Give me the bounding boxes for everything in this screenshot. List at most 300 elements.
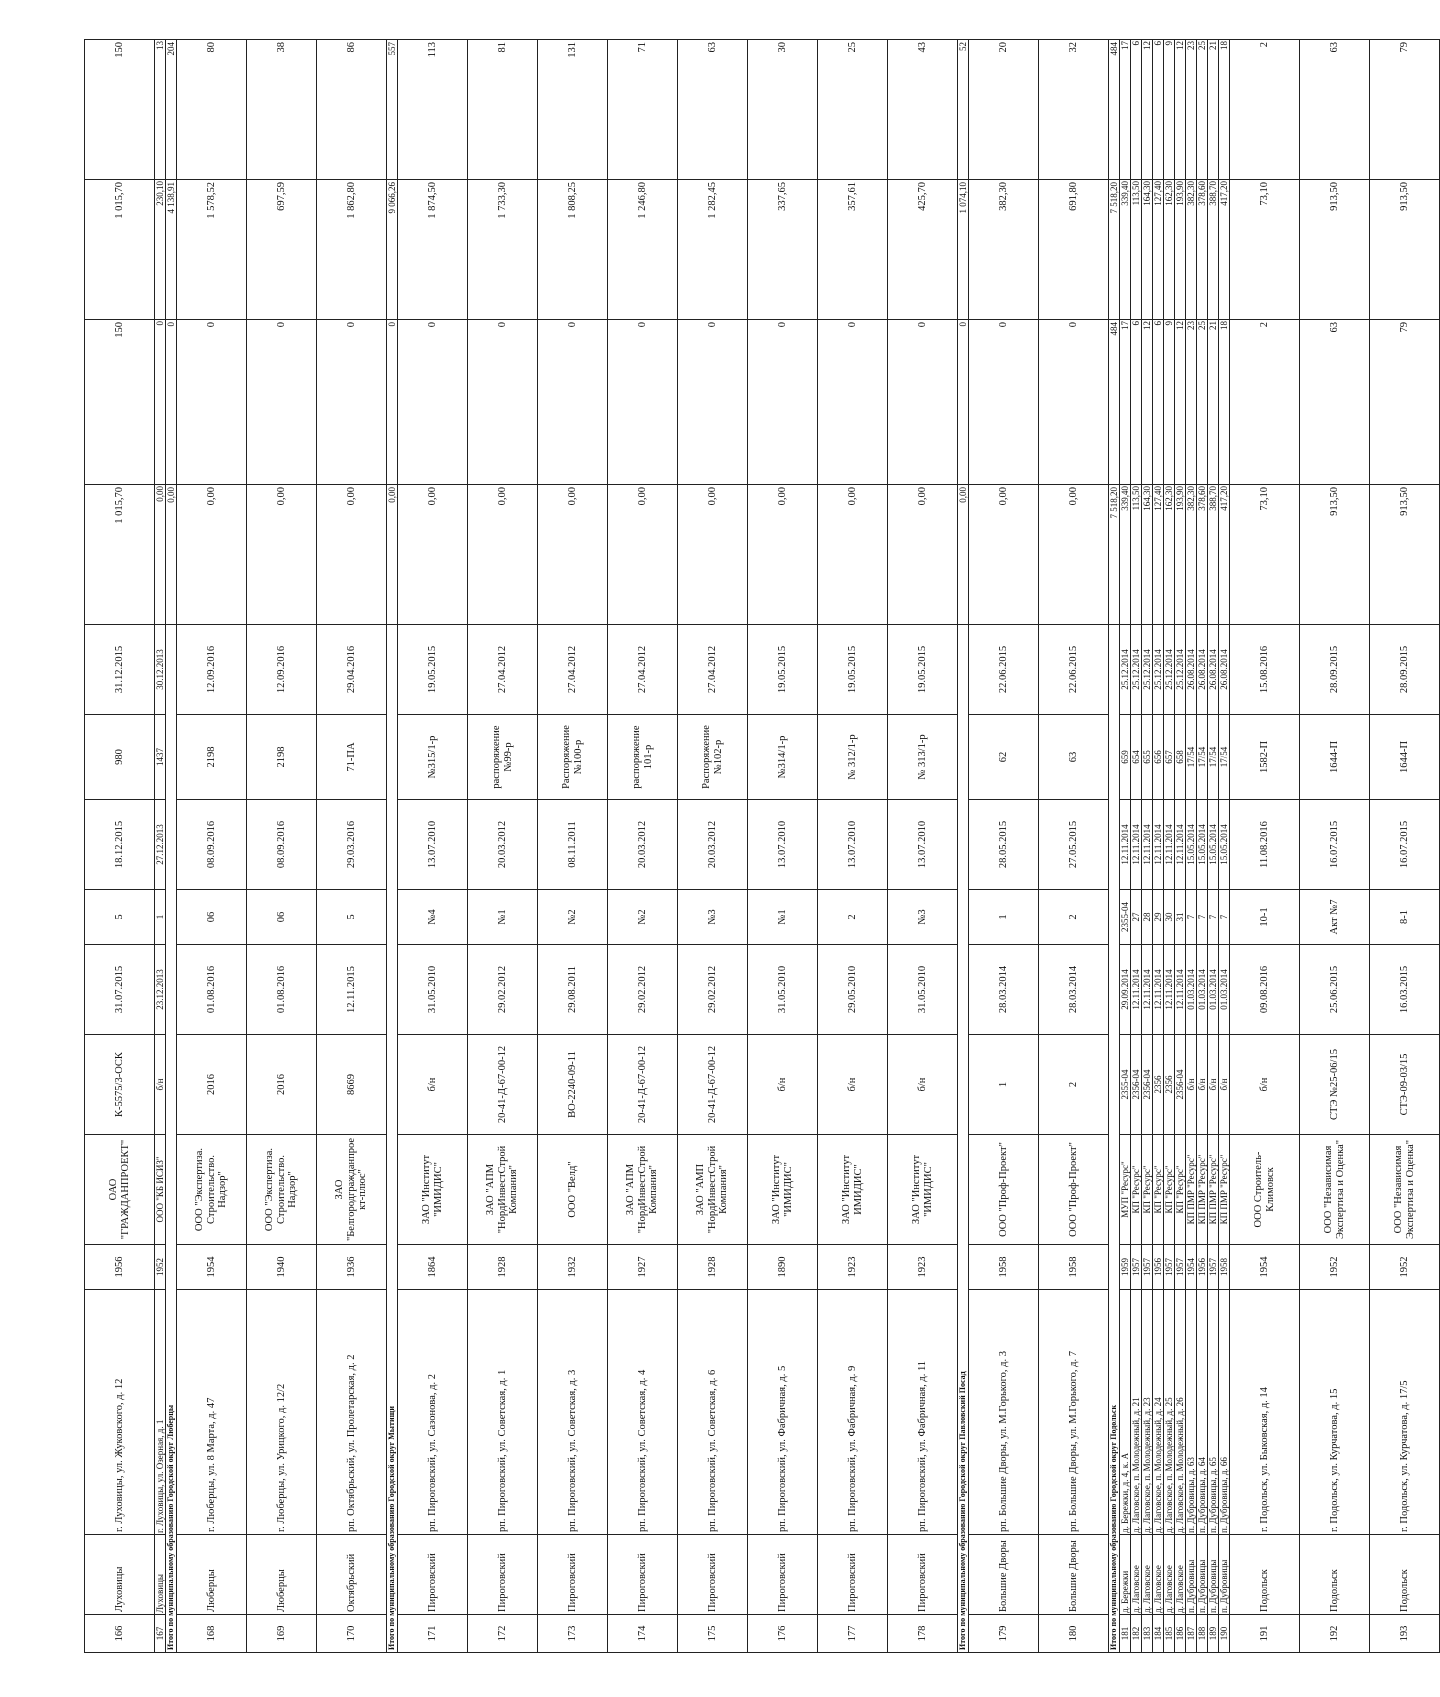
cell-settlement: Пироговский (678, 1535, 748, 1615)
table-row (608, 40, 678, 1653)
table-row (247, 40, 317, 1653)
cell-resolution-date: 12.09.2016 (247, 625, 317, 715)
cell-conclusion-number: 20-41-Д-67-00-12 (608, 1035, 678, 1135)
cell-resolution-number: № 313/1-р (888, 715, 958, 800)
cell-act-date: 13.07.2010 (748, 800, 818, 890)
cell-conclusion-number: СТЭ-09-03/15 (1370, 1035, 1440, 1135)
cell-expert-organization: ООО "Экспертиза. Строительство. Надзор" (247, 1135, 317, 1245)
cell-total-residents: 9 (1164, 40, 1175, 180)
cell-total-residents: 25 (1197, 40, 1208, 180)
subtotal-relocation-residents: 484 (1109, 320, 1120, 485)
cell-resolution-number: 62 (969, 715, 1039, 800)
cell-expert-organization: КП ПМР "Ресурс" (1186, 1135, 1197, 1245)
cell-row-number: 192 (1300, 1615, 1370, 1653)
cell-total-residents: 38 (247, 40, 317, 180)
cell-resolution-date: 27.04.2012 (468, 625, 538, 715)
cell-relocation-area: 1 015,70 (85, 485, 155, 625)
table-row (1131, 40, 1142, 1653)
cell-act-date: 12.11.2014 (1131, 800, 1142, 890)
cell-total-area: 913,50 (1300, 180, 1370, 320)
cell-relocation-area: 0,00 (888, 485, 958, 625)
cell-resolution-date: 19.05.2015 (398, 625, 468, 715)
cell-total-residents: 6 (1131, 40, 1142, 180)
cell-conclusion-number: 2356-04 (1175, 1035, 1186, 1135)
cell-conclusion-number: б/н (1186, 1035, 1197, 1135)
cell-relocation-area: 73,10 (1230, 485, 1300, 625)
table-row (177, 40, 247, 1653)
cell-resolution-number: 1582-П (1230, 715, 1300, 800)
cell-relocation-area: 0,00 (1039, 485, 1109, 625)
cell-settlement: Подольск (1230, 1535, 1300, 1615)
cell-relocation-area: 113,50 (1131, 485, 1142, 625)
cell-conclusion-number: б/н (748, 1035, 818, 1135)
cell-settlement: Пироговский (818, 1535, 888, 1615)
cell-total-area: 697,59 (247, 180, 317, 320)
cell-relocation-residents: 0 (969, 320, 1039, 485)
cell-resolution-date: 25.12.2014 (1142, 625, 1153, 715)
cell-act-date: 12.11.2014 (1175, 800, 1186, 890)
cell-row-number: 166 (85, 1615, 155, 1653)
cell-act-number: №2 (608, 890, 678, 945)
cell-act-date: 13.07.2010 (888, 800, 958, 890)
subtotal-label: Итого по муниципальному образованию Городской округ Люберцы (166, 625, 177, 1653)
cell-year-built: 1936 (317, 1245, 387, 1290)
cell-conclusion-number: б/н (1230, 1035, 1300, 1135)
cell-row-number: 169 (247, 1615, 317, 1653)
cell-resolution-number: Распоряжение №102-р (678, 715, 748, 800)
cell-total-area: 378,60 (1197, 180, 1208, 320)
cell-conclusion-date: 01.03.2014 (1208, 945, 1219, 1035)
cell-act-date: 16.07.2015 (1370, 800, 1440, 890)
cell-total-residents: 86 (317, 40, 387, 180)
cell-resolution-date: 27.04.2012 (608, 625, 678, 715)
cell-total-residents: 17 (1120, 40, 1131, 180)
cell-relocation-area: 0,00 (468, 485, 538, 625)
cell-resolution-number: 17/54 (1197, 715, 1208, 800)
cell-total-area: 162,30 (1164, 180, 1175, 320)
table-row (317, 40, 387, 1653)
cell-act-number: №1 (748, 890, 818, 945)
cell-relocation-area: 0,00 (678, 485, 748, 625)
cell-resolution-date: 26.08.2014 (1197, 625, 1208, 715)
cell-settlement: д. Лаговское (1175, 1535, 1186, 1615)
cell-total-area: 1 874,50 (398, 180, 468, 320)
cell-conclusion-number: б/н (1219, 1035, 1230, 1135)
cell-total-residents: 63 (1300, 40, 1370, 180)
cell-conclusion-number: 2016 (247, 1035, 317, 1135)
cell-resolution-number: 2198 (177, 715, 247, 800)
cell-act-number: 06 (247, 890, 317, 945)
cell-conclusion-date: 01.08.2016 (177, 945, 247, 1035)
cell-relocation-area: 378,60 (1197, 485, 1208, 625)
cell-total-area: 1 282,45 (678, 180, 748, 320)
cell-relocation-residents: 63 (1300, 320, 1370, 485)
cell-relocation-area: 913,50 (1370, 485, 1440, 625)
cell-relocation-residents: 0 (177, 320, 247, 485)
subtotal-relocation-residents: 0 (958, 320, 969, 485)
cell-conclusion-number: 2 (1039, 1035, 1109, 1135)
cell-conclusion-date: 29.09.2014 (1120, 945, 1131, 1035)
cell-row-number: 184 (1153, 1615, 1164, 1653)
cell-resolution-date: 31.12.2015 (85, 625, 155, 715)
cell-conclusion-date: 16.03.2015 (1370, 945, 1440, 1035)
cell-resolution-date: 15.08.2016 (1230, 625, 1300, 715)
cell-settlement: д. Лаговское (1164, 1535, 1175, 1615)
cell-settlement: Пироговский (538, 1535, 608, 1615)
cell-expert-organization: ООО "Независимая Экспертиза и Оценка" (1370, 1135, 1440, 1245)
cell-total-area: 691,80 (1039, 180, 1109, 320)
cell-total-residents: 6 (1153, 40, 1164, 180)
cell-row-number: 190 (1219, 1615, 1230, 1653)
cell-year-built: 1928 (468, 1245, 538, 1290)
cell-settlement: Подольск (1300, 1535, 1370, 1615)
cell-conclusion-number: 2355-04 (1120, 1035, 1131, 1135)
cell-relocation-area: 0,00 (177, 485, 247, 625)
cell-year-built: 1958 (1039, 1245, 1109, 1290)
cell-total-residents: 12 (1142, 40, 1153, 180)
cell-total-residents: 2 (1230, 40, 1300, 180)
cell-relocation-residents: 0 (818, 320, 888, 485)
cell-act-date: 12.11.2014 (1120, 800, 1131, 890)
cell-address: г. Подольск, ул. Быковская, д. 14 (1230, 1290, 1300, 1535)
cell-relocation-residents: 0 (155, 320, 166, 485)
cell-conclusion-date: 25.06.2015 (1300, 945, 1370, 1035)
cell-conclusion-date: 29.08.2011 (538, 945, 608, 1035)
cell-relocation-residents: 2 (1230, 320, 1300, 485)
cell-relocation-residents: 17 (1120, 320, 1131, 485)
cell-total-area: 417,20 (1219, 180, 1230, 320)
subtotal-total-residents: 557 (387, 40, 398, 180)
cell-row-number: 177 (818, 1615, 888, 1653)
cell-resolution-date: 27.04.2012 (538, 625, 608, 715)
cell-relocation-area: 382,30 (1186, 485, 1197, 625)
cell-address: п. Дубровицы, д. 63 (1186, 1290, 1197, 1535)
cell-year-built: 1940 (247, 1245, 317, 1290)
cell-act-number: 7 (1208, 890, 1219, 945)
cell-expert-organization: КП "Ресурс" (1142, 1135, 1153, 1245)
cell-act-date: 11.08.2016 (1230, 800, 1300, 890)
subtotal-label: Итого по муниципальному образованию Городской округ Подольск (1109, 625, 1120, 1653)
cell-expert-organization: ЗАО "Белгородгражданпроект-плюс" (317, 1135, 387, 1245)
cell-year-built: 1956 (85, 1245, 155, 1290)
cell-address: д. Лаговское, п. Молодежный, д. 23 (1142, 1290, 1153, 1535)
cell-act-number: 5 (317, 890, 387, 945)
subtotal-total-residents: 204 (166, 40, 177, 180)
cell-address: рп. Пироговский, ул. Фабричная, д. 5 (748, 1290, 818, 1535)
cell-act-number: 31 (1175, 890, 1186, 945)
cell-relocation-residents: 6 (1131, 320, 1142, 485)
cell-total-residents: 43 (888, 40, 958, 180)
cell-act-number: Акт №7 (1300, 890, 1370, 945)
cell-address: рп. Пироговский, ул. Фабричная, д. 11 (888, 1290, 958, 1535)
subtotal-relocation-area: 0,00 (387, 485, 398, 625)
cell-conclusion-date: 12.11.2014 (1164, 945, 1175, 1035)
cell-year-built: 1923 (888, 1245, 958, 1290)
cell-settlement: Пироговский (468, 1535, 538, 1615)
cell-year-built: 1957 (1131, 1245, 1142, 1290)
cell-act-number: 2 (818, 890, 888, 945)
cell-row-number: 167 (155, 1615, 166, 1653)
cell-conclusion-number: б/н (818, 1035, 888, 1135)
cell-total-area: 1 246,80 (608, 180, 678, 320)
cell-conclusion-number: 2016 (177, 1035, 247, 1135)
cell-act-date: 13.07.2010 (398, 800, 468, 890)
cell-expert-organization: КП ПМР "Ресурс" (1219, 1135, 1230, 1245)
cell-total-area: 1 808,25 (538, 180, 608, 320)
cell-conclusion-number: б/н (398, 1035, 468, 1135)
cell-relocation-area: 193,90 (1175, 485, 1186, 625)
cell-resolution-date: 25.12.2014 (1131, 625, 1142, 715)
cell-conclusion-date: 31.05.2010 (888, 945, 958, 1035)
cell-conclusion-number: б/н (1208, 1035, 1219, 1135)
cell-act-number: 5 (85, 890, 155, 945)
subtotal-relocation-area: 0,00 (166, 485, 177, 625)
cell-act-number: 06 (177, 890, 247, 945)
cell-resolution-date: 26.08.2014 (1219, 625, 1230, 715)
subtotal-row (958, 40, 969, 1653)
cell-year-built: 1957 (1164, 1245, 1175, 1290)
cell-address: рп. Пироговский, ул. Советская, д. 3 (538, 1290, 608, 1535)
cell-total-area: 127,40 (1153, 180, 1164, 320)
cell-total-residents: 20 (969, 40, 1039, 180)
cell-relocation-residents: 18 (1219, 320, 1230, 485)
cell-total-area: 73,10 (1230, 180, 1300, 320)
cell-conclusion-number: 1 (969, 1035, 1039, 1135)
cell-expert-organization: ЗАО "АПМ "НордИнвестСтрой Компания" (608, 1135, 678, 1245)
cell-conclusion-date: 28.03.2014 (1039, 945, 1109, 1035)
table-row (888, 40, 958, 1653)
cell-expert-organization: КП "Ресурс" (1175, 1135, 1186, 1245)
cell-address: рп. Октябрьский, ул. Пролетарская, д. 2 (317, 1290, 387, 1535)
cell-act-number: 7 (1219, 890, 1230, 945)
cell-expert-organization: МУП "Ресурс" (1120, 1135, 1131, 1245)
cell-year-built: 1956 (1197, 1245, 1208, 1290)
cell-resolution-number: 71-ПА (317, 715, 387, 800)
subtotal-label: Итого по муниципальному образованию Городской округ Мытищи (387, 625, 398, 1653)
cell-total-residents: 30 (748, 40, 818, 180)
cell-act-date: 15.05.2014 (1208, 800, 1219, 890)
cell-total-residents: 25 (818, 40, 888, 180)
cell-expert-organization: ООО "Независимая Экспертиза и Оценка" (1300, 1135, 1370, 1245)
subtotal-label: Итого по муниципальному образованию Городской округ Павловский Посад (958, 625, 969, 1653)
table-row (1219, 40, 1230, 1653)
cell-resolution-date: 29.04.2016 (317, 625, 387, 715)
housing-table (84, 39, 1440, 1653)
cell-resolution-date: 25.12.2014 (1153, 625, 1164, 715)
cell-relocation-area: 0,00 (317, 485, 387, 625)
cell-total-area: 230,10 (155, 180, 166, 320)
cell-settlement: Октябрьский (317, 1535, 387, 1615)
cell-row-number: 189 (1208, 1615, 1219, 1653)
subtotal-row (387, 40, 398, 1653)
subtotal-total-area: 9 066,26 (387, 180, 398, 320)
cell-address: д. Лаговское, п. Молодежный, д. 21 (1131, 1290, 1142, 1535)
cell-total-residents: 63 (678, 40, 748, 180)
cell-address: д. Лаговское, п. Молодежный, д. 26 (1175, 1290, 1186, 1535)
cell-relocation-residents: 0 (608, 320, 678, 485)
cell-year-built: 1956 (1153, 1245, 1164, 1290)
table-row (85, 40, 155, 1653)
cell-row-number: 173 (538, 1615, 608, 1653)
table-row (1208, 40, 1219, 1653)
cell-resolution-number: 659 (1120, 715, 1131, 800)
table-row (748, 40, 818, 1653)
cell-conclusion-date: 12.11.2015 (317, 945, 387, 1035)
cell-resolution-date: 12.09.2016 (177, 625, 247, 715)
cell-act-number: №3 (678, 890, 748, 945)
cell-total-residents: 81 (468, 40, 538, 180)
cell-conclusion-date: 29.02.2012 (468, 945, 538, 1035)
cell-resolution-number: 1437 (155, 715, 166, 800)
cell-expert-organization: КП "Ресурс" (1131, 1135, 1142, 1245)
table-row (1300, 40, 1370, 1653)
cell-conclusion-date: 12.11.2014 (1175, 945, 1186, 1035)
cell-row-number: 179 (969, 1615, 1039, 1653)
cell-settlement: п. Дубровицы (1197, 1535, 1208, 1615)
cell-row-number: 170 (317, 1615, 387, 1653)
subtotal-row (166, 40, 177, 1653)
cell-expert-organization: КП ПМР "Ресурс" (1208, 1135, 1219, 1245)
cell-address: г. Люберцы, ул. 8 Марта, д. 47 (177, 1290, 247, 1535)
table-row (1039, 40, 1109, 1653)
cell-settlement: д. Бережки (1120, 1535, 1131, 1615)
cell-relocation-residents: 21 (1208, 320, 1219, 485)
cell-conclusion-date: 29.02.2012 (608, 945, 678, 1035)
cell-conclusion-date: 12.11.2014 (1131, 945, 1142, 1035)
cell-expert-organization: ЗАО "АМП "НордИнвестСтрой Компания" (678, 1135, 748, 1245)
cell-year-built: 1952 (155, 1245, 166, 1290)
cell-act-number: 1 (969, 890, 1039, 945)
cell-conclusion-number: СТЭ №25-06/15 (1300, 1035, 1370, 1135)
cell-year-built: 1959 (1120, 1245, 1131, 1290)
cell-resolution-date: 25.12.2014 (1120, 625, 1131, 715)
cell-total-residents: 23 (1186, 40, 1197, 180)
cell-relocation-area: 0,00 (969, 485, 1039, 625)
cell-conclusion-number: 20-41-Д-67-00-12 (678, 1035, 748, 1135)
cell-address: г. Луховицы, ул. Жуковского, д. 12 (85, 1290, 155, 1535)
cell-act-date: 16.07.2015 (1300, 800, 1370, 890)
cell-conclusion-date: 29.05.2010 (818, 945, 888, 1035)
cell-year-built: 1932 (538, 1245, 608, 1290)
cell-relocation-area: 913,50 (1300, 485, 1370, 625)
cell-conclusion-number: б/н (888, 1035, 958, 1135)
cell-settlement: д. Лаговское (1142, 1535, 1153, 1615)
cell-act-date: 15.05.2014 (1186, 800, 1197, 890)
cell-resolution-number: 656 (1153, 715, 1164, 800)
cell-year-built: 1957 (1175, 1245, 1186, 1290)
cell-resolution-number: 655 (1142, 715, 1153, 800)
cell-row-number: 180 (1039, 1615, 1109, 1653)
subtotal-total-area: 4 138,91 (166, 180, 177, 320)
cell-total-area: 1 862,80 (317, 180, 387, 320)
cell-act-date: 28.05.2015 (969, 800, 1039, 890)
cell-address: д. Лаговское, п. Молодежный, д. 25 (1164, 1290, 1175, 1535)
cell-year-built: 1928 (678, 1245, 748, 1290)
cell-resolution-number: 1644-П (1370, 715, 1440, 800)
table-row (538, 40, 608, 1653)
cell-expert-organization: ООО "КБ ИСИЗ" (155, 1135, 166, 1245)
table-row (1164, 40, 1175, 1653)
cell-act-number: 7 (1186, 890, 1197, 945)
cell-act-date: 08.11.2011 (538, 800, 608, 890)
cell-resolution-date: 25.12.2014 (1164, 625, 1175, 715)
cell-address: г. Подольск, ул. Курчатова, д. 15 (1300, 1290, 1370, 1535)
cell-conclusion-date: 01.03.2014 (1197, 945, 1208, 1035)
cell-act-date: 15.05.2014 (1219, 800, 1230, 890)
cell-year-built: 1958 (969, 1245, 1039, 1290)
cell-resolution-number: 17/54 (1208, 715, 1219, 800)
table-row (1186, 40, 1197, 1653)
cell-conclusion-number: 2356 (1153, 1035, 1164, 1135)
cell-conclusion-date: 29.02.2012 (678, 945, 748, 1035)
subtotal-total-residents: 484 (1109, 40, 1120, 180)
cell-act-date: 12.11.2014 (1153, 800, 1164, 890)
subtotal-relocation-residents: 0 (387, 320, 398, 485)
cell-resolution-number: распоряжение 101-р (608, 715, 678, 800)
cell-act-number: 29 (1153, 890, 1164, 945)
cell-resolution-date: 27.04.2012 (678, 625, 748, 715)
cell-total-area: 425,70 (888, 180, 958, 320)
cell-year-built: 1957 (1142, 1245, 1153, 1290)
cell-conclusion-date: 31.07.2015 (85, 945, 155, 1035)
cell-act-date: 20.03.2012 (608, 800, 678, 890)
cell-total-residents: 131 (538, 40, 608, 180)
cell-act-number: 7 (1197, 890, 1208, 945)
cell-act-number: №3 (888, 890, 958, 945)
cell-total-area: 382,30 (969, 180, 1039, 320)
cell-conclusion-date: 31.05.2010 (398, 945, 468, 1035)
cell-total-area: 113,50 (1131, 180, 1142, 320)
cell-relocation-residents: 0 (247, 320, 317, 485)
cell-total-area: 913,50 (1370, 180, 1440, 320)
cell-resolution-date: 22.06.2015 (1039, 625, 1109, 715)
cell-act-date: 15.05.2014 (1197, 800, 1208, 890)
cell-address: г. Люберцы, ул. Урицкого, д. 12/2 (247, 1290, 317, 1535)
cell-resolution-number: № 312/1-р (818, 715, 888, 800)
table-row (1370, 40, 1440, 1653)
cell-settlement: Пироговский (398, 1535, 468, 1615)
cell-conclusion-date: 12.11.2014 (1142, 945, 1153, 1035)
table-row (818, 40, 888, 1653)
cell-total-residents: 13 (155, 40, 166, 180)
cell-relocation-residents: 0 (317, 320, 387, 485)
table-row (1197, 40, 1208, 1653)
cell-act-number: 8-1 (1370, 890, 1440, 945)
cell-relocation-area: 0,00 (818, 485, 888, 625)
cell-act-date: 20.03.2012 (678, 800, 748, 890)
cell-settlement: п. Дубровицы (1219, 1535, 1230, 1615)
cell-address: рп. Пироговский, ул. Фабричная, д. 9 (818, 1290, 888, 1535)
table-row (468, 40, 538, 1653)
cell-resolution-number: 658 (1175, 715, 1186, 800)
cell-address: г. Подольск, ул. Курчатова, д. 17/5 (1370, 1290, 1440, 1535)
table-row (398, 40, 468, 1653)
cell-year-built: 1954 (177, 1245, 247, 1290)
cell-total-area: 1 733,30 (468, 180, 538, 320)
cell-act-number: 27 (1131, 890, 1142, 945)
cell-resolution-number: 17/54 (1186, 715, 1197, 800)
table-row (1120, 40, 1131, 1653)
cell-settlement: п. Дубровицы (1186, 1535, 1197, 1615)
cell-resolution-number: №314/1-р (748, 715, 818, 800)
cell-conclusion-date: 09.08.2016 (1230, 945, 1300, 1035)
cell-total-area: 1 015,70 (85, 180, 155, 320)
cell-conclusion-date: 23.12.2013 (155, 945, 166, 1035)
cell-conclusion-date: 28.03.2014 (969, 945, 1039, 1035)
cell-row-number: 186 (1175, 1615, 1186, 1653)
cell-year-built: 1927 (608, 1245, 678, 1290)
table-row (1175, 40, 1186, 1653)
